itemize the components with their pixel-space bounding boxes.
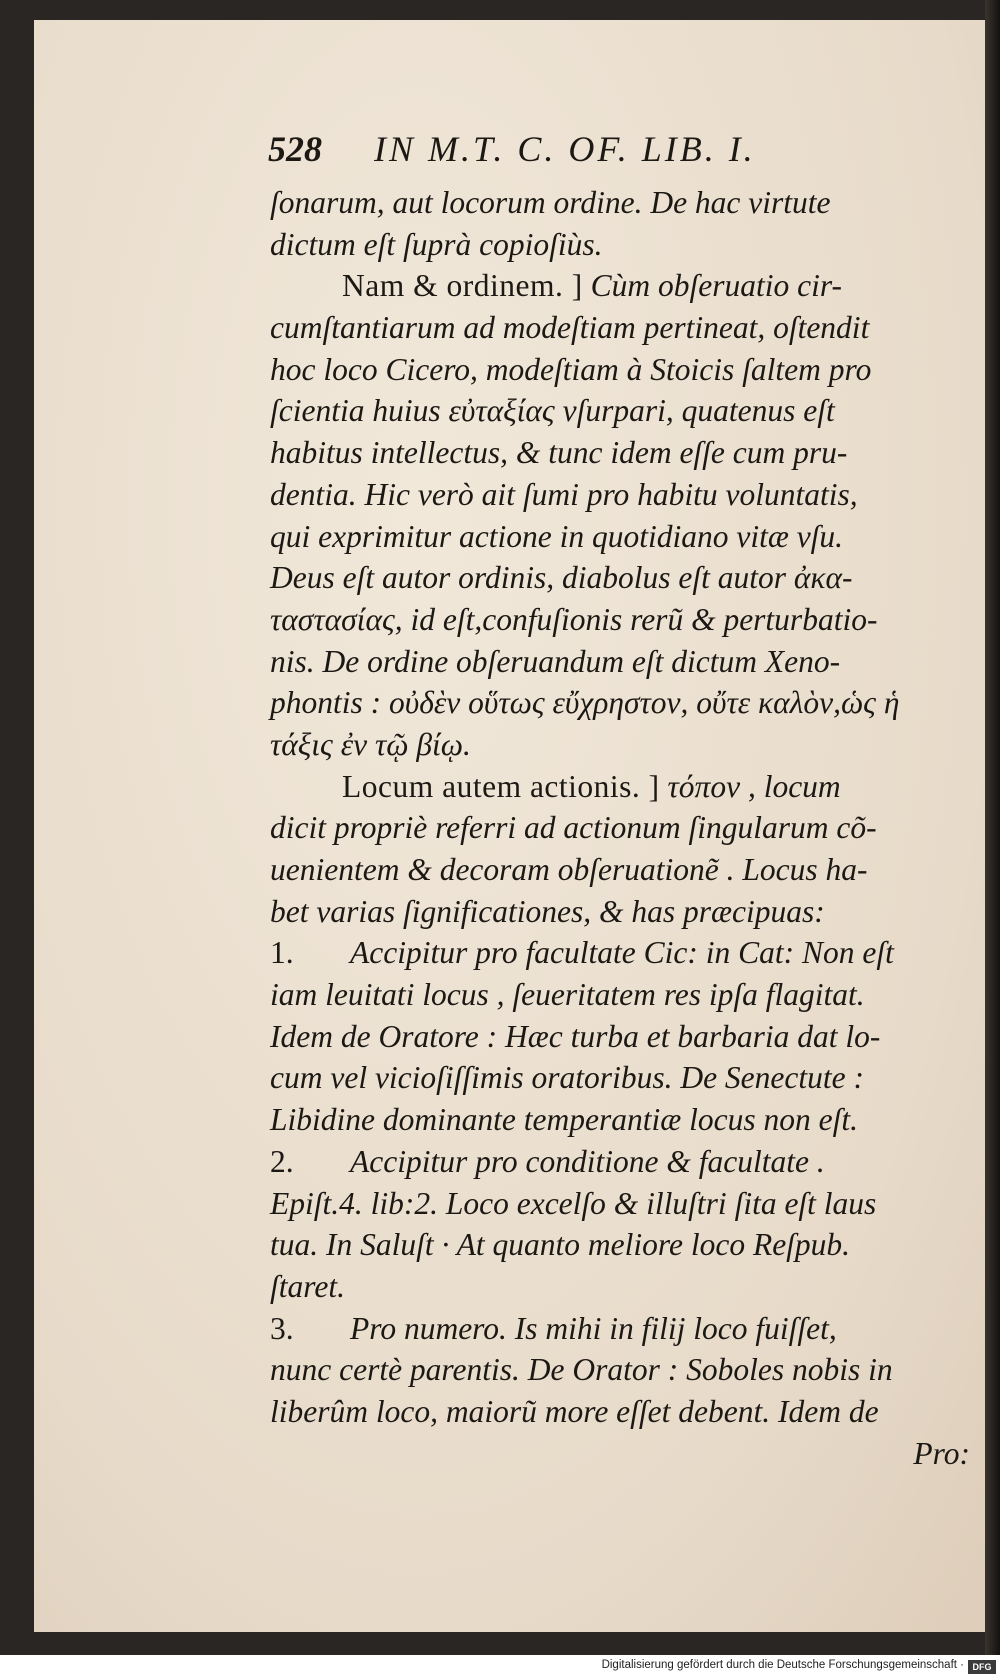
item-number: 3. xyxy=(270,1310,294,1346)
text-line xyxy=(270,1308,970,1350)
text-line xyxy=(270,474,970,516)
text-line xyxy=(270,1349,970,1391)
line-text: ſonarum, aut locorum ordine. De hac virtute xyxy=(270,185,831,220)
line-text: bet varias ſignificationes, & has præcipuas: xyxy=(270,893,825,929)
line-text: nunc certè parentis. De Orator : Soboles nobis in xyxy=(270,1352,893,1388)
footer-bar xyxy=(0,1656,1000,1680)
line-text: hoc loco Cicero, modeſtiam à Stoicis ſaltem pro xyxy=(270,351,872,387)
line-text: Idem de Oratore : Hæc turba et barbaria dat lo- xyxy=(270,1018,881,1054)
body-text xyxy=(270,182,970,1474)
text-line xyxy=(270,1099,970,1141)
text-line xyxy=(270,432,970,474)
text-line xyxy=(270,516,970,558)
line-text: τάξις ἐν τῷ βίῳ. xyxy=(270,726,471,762)
lemma: Nam & ordinem. ] xyxy=(342,268,583,304)
line-text: dictum eſt ſuprà copioſiùs. xyxy=(270,226,603,262)
text-line xyxy=(270,390,970,432)
text-line xyxy=(270,557,970,599)
line-text: Pro: xyxy=(913,1435,970,1471)
text-line xyxy=(270,891,970,933)
text-line xyxy=(270,724,970,766)
text-line xyxy=(270,1141,970,1183)
text-line xyxy=(270,932,970,974)
line-text: Accipitur pro facultate Cic: in Cat: Non eſt xyxy=(350,935,894,971)
text-line xyxy=(270,265,970,307)
line-text: Pro numero. Is mihi in filij loco fuiſſet, xyxy=(350,1310,837,1346)
text-line xyxy=(270,766,970,808)
line-text: Deus eſt autor ordinis, diabolus eſt autor ἀκα- xyxy=(270,560,853,596)
line-text: qui exprimitur actione in quotidiano vitæ vſu. xyxy=(270,518,844,554)
footer-credit: Digitalisierung gefördert durch die Deutsche Forschungsgemeinschaft · xyxy=(601,1659,964,1671)
text-line xyxy=(270,682,970,724)
line-text: nis. De ordine obſeruandum eſt dictum Xeno- xyxy=(270,643,841,679)
text-line xyxy=(270,1057,970,1099)
text-line xyxy=(270,641,970,683)
text-line xyxy=(270,1183,970,1225)
line-text: Cùm obſeruatio cir- xyxy=(582,268,842,304)
text-line xyxy=(270,1224,970,1266)
line-text: Accipitur pro conditione & facultate . xyxy=(350,1143,825,1179)
text-line xyxy=(270,807,970,849)
lemma: Locum autem actionis. ] xyxy=(342,768,660,804)
book-spine-edge xyxy=(985,0,1000,1655)
line-text: liberûm loco, maiorũ more eſſet debent. Idem de xyxy=(270,1393,879,1429)
line-text: iam leuitati locus , ſeueritatem res ipſa flagitat. xyxy=(270,977,865,1013)
text-line xyxy=(270,224,970,266)
text-line xyxy=(270,1391,970,1433)
item-number: 2. xyxy=(270,1143,294,1179)
text-line xyxy=(270,1433,970,1475)
line-text: cum vel vicioſiſſimis oratoribus. De Senectute : xyxy=(270,1060,864,1096)
dfg-logo-icon: DFG xyxy=(968,1660,996,1674)
text-line xyxy=(270,599,970,641)
running-header xyxy=(268,128,756,170)
line-text: Libidine dominante temperantiæ locus non eſt. xyxy=(270,1102,858,1138)
text-line xyxy=(270,182,970,224)
line-text: Epiſt.4. lib:2. Loco excelſo & illuſtri ſita eſt laus xyxy=(270,1185,877,1221)
text-line xyxy=(270,307,970,349)
line-text: ſtaret. xyxy=(270,1268,345,1304)
line-text: dicit propriè referri ad actionum ſingularum cõ- xyxy=(270,810,877,846)
line-text: tua. In Saluſt · At quanto meliore loco Reſpub. xyxy=(270,1227,851,1263)
line-text: uenientem & decoram obſeruationẽ . Locus ha- xyxy=(270,852,868,887)
line-text: τόπον , locum xyxy=(659,768,841,804)
line-text: ταστασίας, id eſt,confuſionis rerũ & perturbatio- xyxy=(270,601,878,637)
text-line xyxy=(270,849,970,891)
line-text: ſcientia huius εὐταξίας vſurpari, quatenus eſt xyxy=(270,393,835,429)
text-line xyxy=(270,1266,970,1308)
text-line xyxy=(270,1016,970,1058)
line-text: dentia. Hic verò ait ſumi pro habitu voluntatis, xyxy=(270,476,858,512)
text-line xyxy=(270,974,970,1016)
line-text: habitus intellectus, & tunc idem eſſe cum pru- xyxy=(270,435,848,471)
text-line xyxy=(270,349,970,391)
running-title: IN M.T. C. OF. LIB. I. xyxy=(374,129,756,169)
line-text: phontis : οὐδὲν οὕτως εὔχρηστον, οὔτε καλὸν,ὡς ἡ xyxy=(270,685,900,721)
line-text: cumſtantiarum ad modeſtiam pertineat, oſtendit xyxy=(270,310,870,346)
item-number: 1. xyxy=(270,935,294,971)
page-number: 528 xyxy=(268,129,322,169)
